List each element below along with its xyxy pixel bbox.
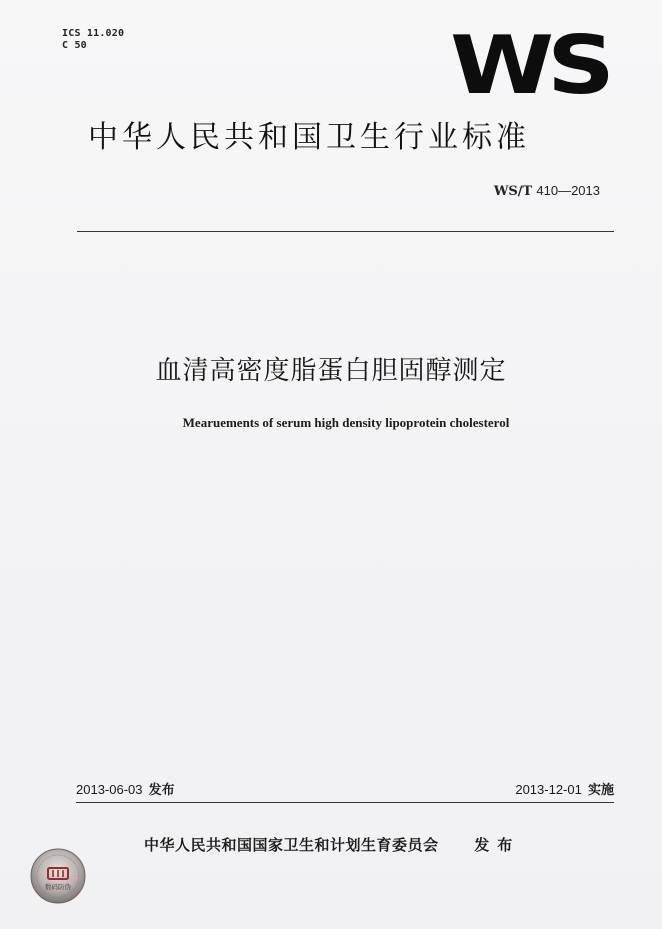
ics-code: ICS 11.020 [62, 28, 125, 39]
document-title-english: Mearuements of serum high density lipoprotein cholesterol [182, 415, 510, 430]
header-divider [77, 231, 614, 232]
standard-number-rest: 410—2013 [536, 183, 600, 198]
ws-logo: WS [450, 19, 608, 112]
standard-number-prefix: WS/T [493, 184, 533, 199]
implementation-date [515, 782, 614, 799]
implementation-date-label: 实施 [587, 783, 614, 798]
seal-text: 数码防伪 [45, 883, 71, 891]
ccs-code: C 50 [62, 40, 87, 51]
issue-date-label: 发布 [148, 783, 175, 798]
document-title-chinese: 血清高密度脂蛋白胆固醇测定 [155, 356, 507, 386]
standard-number [494, 183, 600, 199]
publisher [144, 834, 520, 856]
footer-divider [76, 802, 614, 803]
standard-type-heading: 中华人民共和国卫生行业标准 [88, 120, 530, 155]
issue-date-value: 2013-06-03 [76, 782, 143, 797]
anti-counterfeit-seal-icon [30, 848, 86, 904]
implementation-date-value: 2013-12-01 [515, 782, 582, 797]
publish-action: 发布 [474, 836, 521, 854]
classification-codes [62, 28, 124, 52]
issue-date [76, 782, 175, 799]
publisher-name: 中华人民共和国国家卫生和计划生育委员会 [144, 836, 439, 854]
